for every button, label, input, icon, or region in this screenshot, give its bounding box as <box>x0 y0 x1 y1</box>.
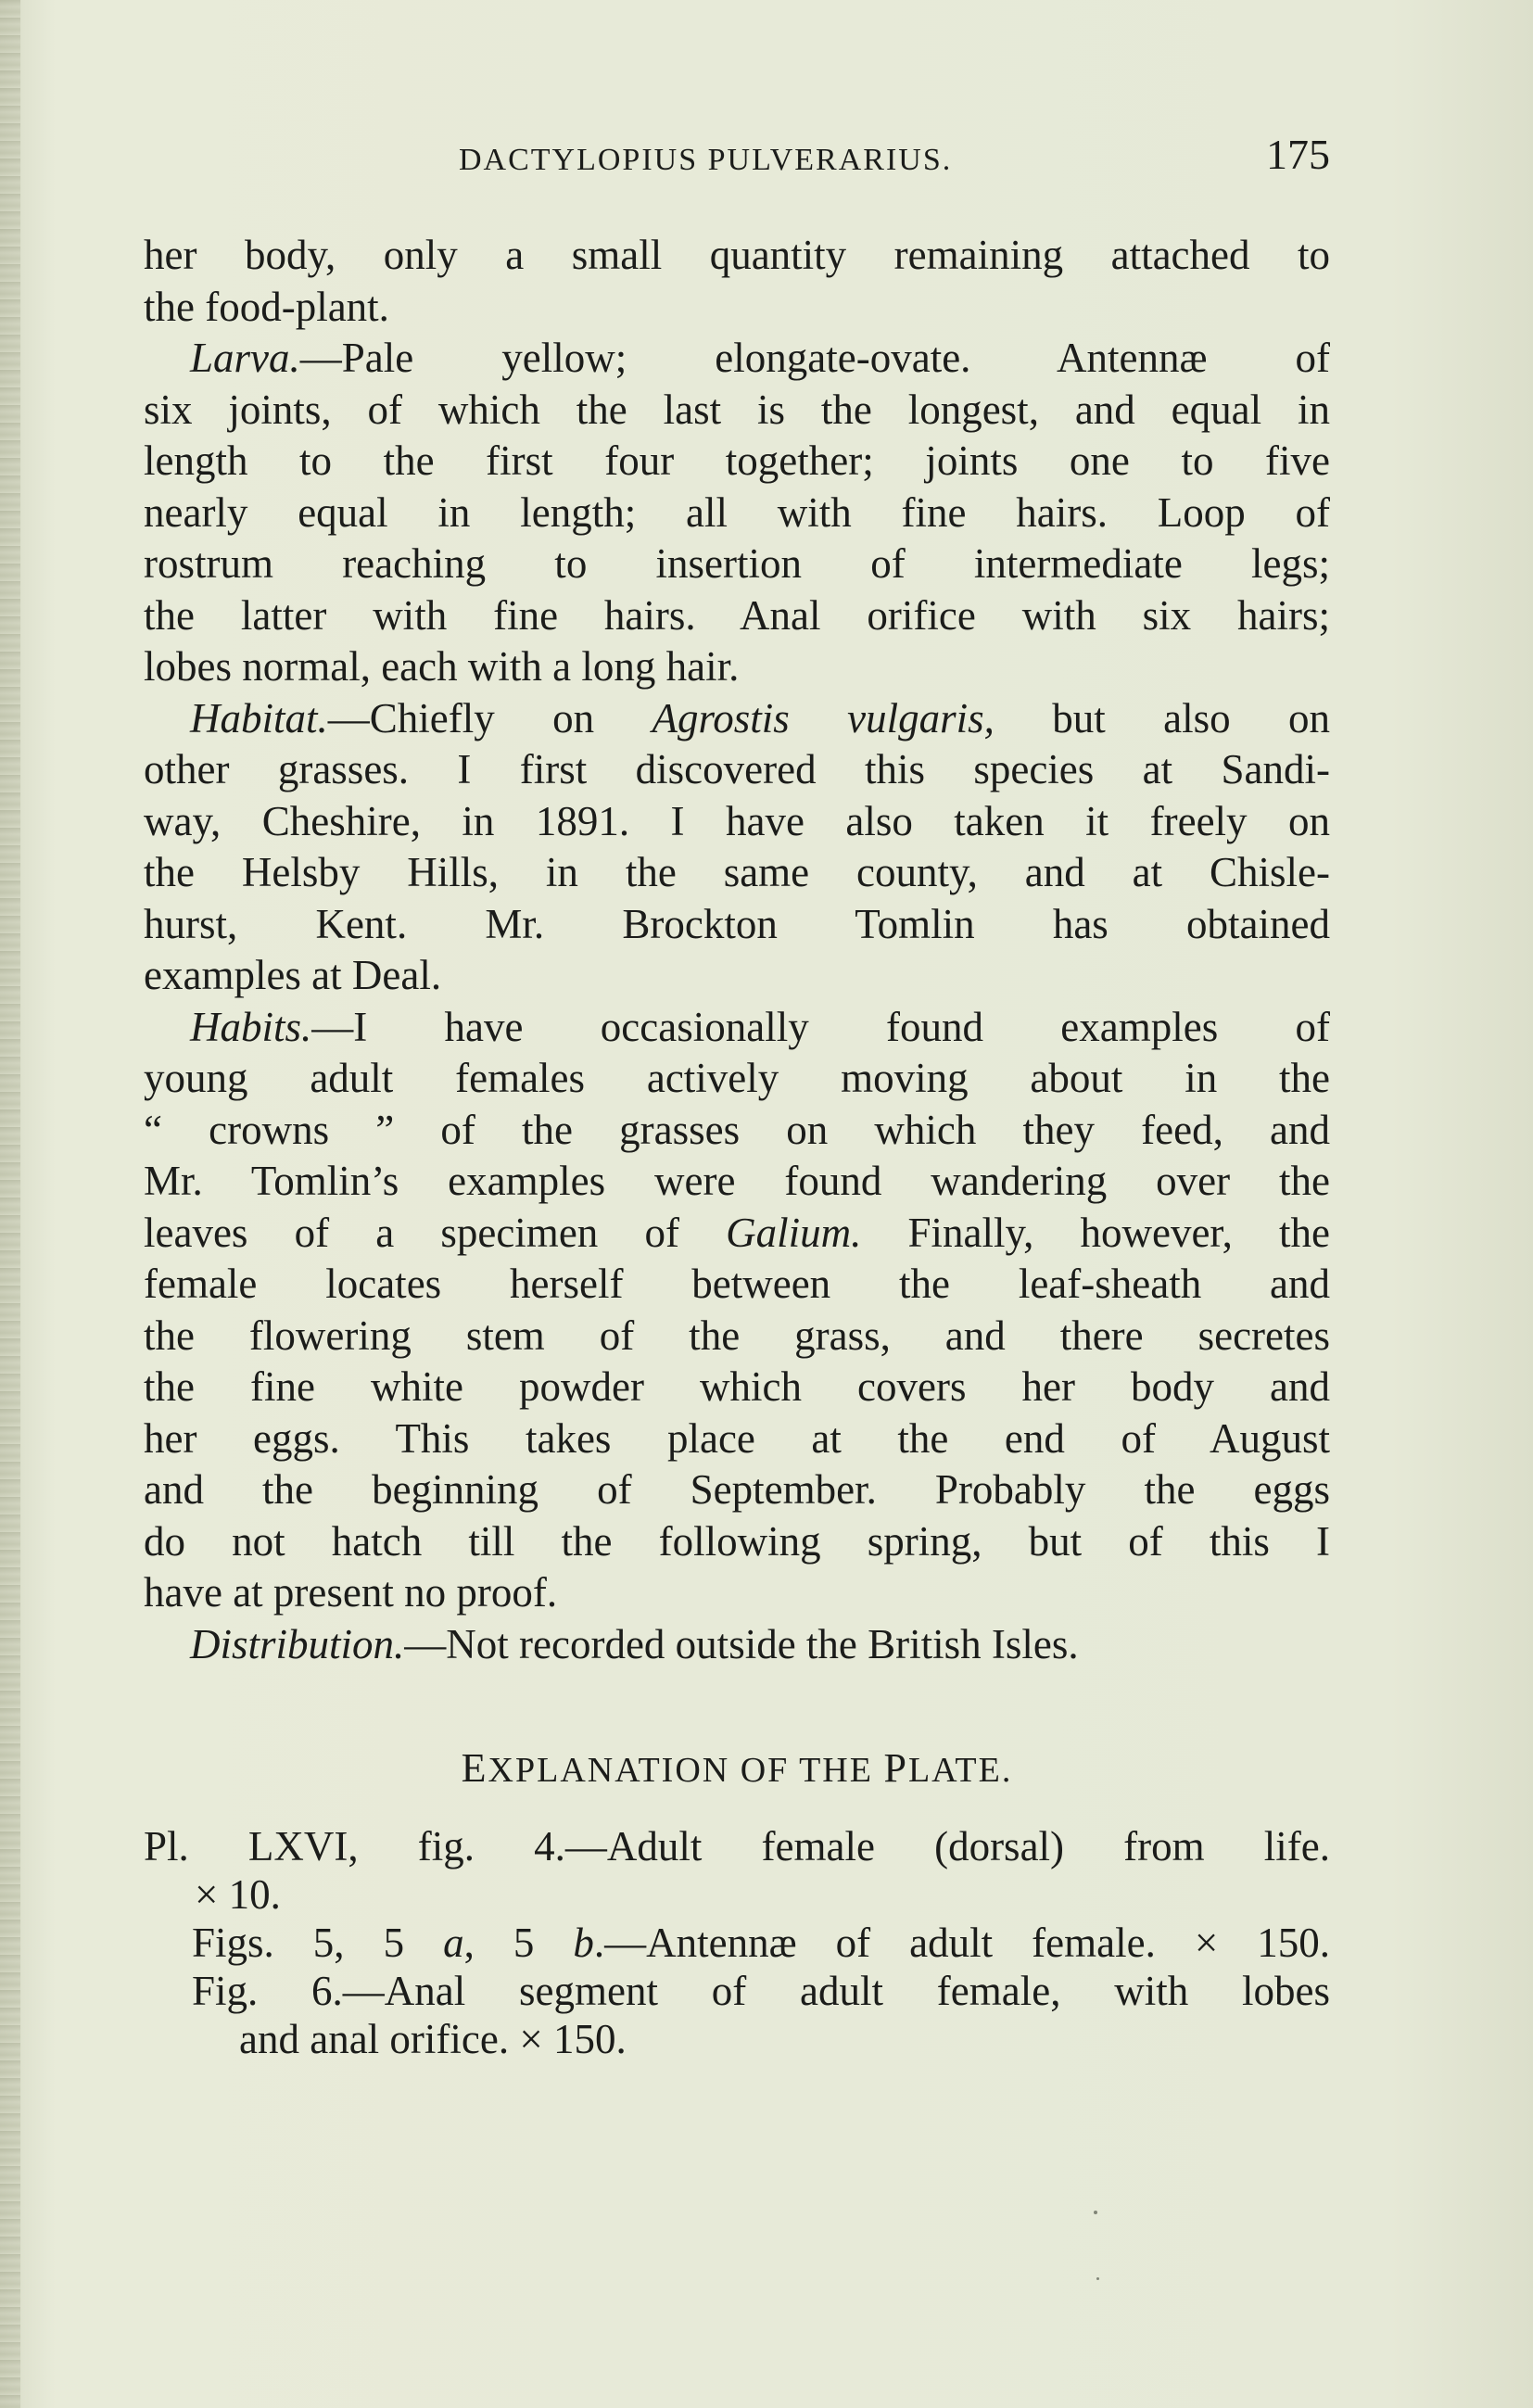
habitat-label: Habitat. <box>190 694 328 741</box>
text-line: “ crowns ” of the grasses on which they feed, and <box>144 1106 1330 1153</box>
plate-entry: Fig. 6.—Anal segment of adult female, with lobes <box>192 1968 1330 2014</box>
larva-paragraph-start <box>144 333 1330 385</box>
text-line: way, Cheshire, in 1891. I have also taken it freely on <box>144 797 1330 844</box>
text-line: hurst, Kent. Mr. Brockton Tomlin has obtained <box>144 900 1330 947</box>
text-line: lobes normal, each with a long hair. <box>144 643 740 690</box>
book-spine-edge <box>0 0 20 2408</box>
text-line: examples at Deal. <box>144 952 442 998</box>
text-line: and the beginning of September. Probably the eggs <box>144 1466 1330 1513</box>
text-line: the fine white powder which covers her body and <box>144 1363 1330 1410</box>
habitat-paragraph-start <box>144 693 1330 745</box>
plate-entry-continuation: and anal orifice. × 150. <box>239 2016 627 2062</box>
plate-explanation-heading <box>144 1744 1330 1792</box>
text-line: young adult females actively moving about in the <box>144 1055 1330 1101</box>
heading-small-caps: LATE. <box>907 1751 1013 1790</box>
paper-speck <box>1096 2277 1099 2280</box>
plate-entry <box>144 1919 1330 1967</box>
plate-explanation <box>144 1822 1330 2063</box>
genus-name: Galium. <box>726 1209 862 1256</box>
text-line: the food-plant. <box>144 283 389 330</box>
text-segment: .—Antennæ of adult female. × 150. <box>593 1920 1330 1966</box>
text-line: her body, only a small quantity remaining attached to <box>144 232 1330 278</box>
running-title: DACTYLOPIUS PULVERARIUS. <box>459 143 953 177</box>
text-line: the latter with fine hairs. Anal orifice with six hairs; <box>144 591 1330 639</box>
text-line: female locates herself between the leaf-sheath and <box>144 1261 1330 1307</box>
body-text <box>144 230 1330 1670</box>
text-line: length to the first four together; joints one to five <box>144 437 1330 484</box>
species-name: Agrostis vulgaris, <box>652 694 995 741</box>
text-line: do not hatch till the following spring, but of this I <box>144 1517 1330 1565</box>
text-line: six joints, of which the last is the longest, and equal in <box>144 386 1330 433</box>
distribution-label: Distribution. <box>190 1620 405 1667</box>
heading-capital: E <box>461 1745 488 1791</box>
text-segment: —Not recorded outside the British Isles. <box>404 1620 1079 1667</box>
paper-speck <box>1094 2211 1097 2214</box>
text-line: the flowering stem of the grass, and there secretes <box>144 1312 1330 1359</box>
fig-letter: b <box>573 1920 594 1966</box>
heading-capital: P <box>883 1745 908 1791</box>
text-segment: Finally, however, the <box>861 1209 1330 1256</box>
plate-entry-continuation: × 10. <box>195 1871 281 1918</box>
text-line: other grasses. I first discovered this species at Sandi- <box>144 746 1330 792</box>
text-segment: —Pale yellow; elongate-ovate. Antennæ of <box>299 335 1330 381</box>
larva-label: Larva. <box>190 335 300 381</box>
text-line: rostrum reaching to insertion of intermediate legs; <box>144 540 1330 587</box>
text-line: nearly equal in length; all with fine hairs. Loop of <box>144 488 1330 536</box>
heading-small-caps: XPLANATION OF THE <box>488 1751 884 1790</box>
text-segment: —I have occasionally found examples of <box>311 1003 1330 1050</box>
fig-letter: a <box>443 1920 464 1966</box>
text-segment: Figs. 5, 5 <box>192 1920 444 1966</box>
habits-paragraph-start <box>144 1002 1330 1054</box>
distribution-paragraph <box>144 1619 1330 1671</box>
text-segment: , 5 <box>463 1920 574 1966</box>
text-line <box>144 1208 1330 1260</box>
plate-entry: Pl. LXVI, fig. 4.—Adult female (dorsal) from life. <box>144 1823 1330 1869</box>
text-line: Mr. Tomlin’s examples were found wandering over the <box>144 1158 1330 1204</box>
text-segment: but also on <box>994 694 1330 741</box>
text-segment: leaves of a specimen of <box>144 1209 727 1256</box>
text-line: her eggs. This takes place at the end of August <box>144 1414 1330 1462</box>
page-header <box>144 130 1330 185</box>
page-number: 175 <box>1266 131 1330 178</box>
text-segment: —Chiefly on <box>327 694 652 741</box>
habits-label: Habits. <box>190 1003 312 1050</box>
text-line: have at present no proof. <box>144 1569 558 1616</box>
text-line: the Helsby Hills, in the same county, and at Chisle- <box>144 849 1330 895</box>
